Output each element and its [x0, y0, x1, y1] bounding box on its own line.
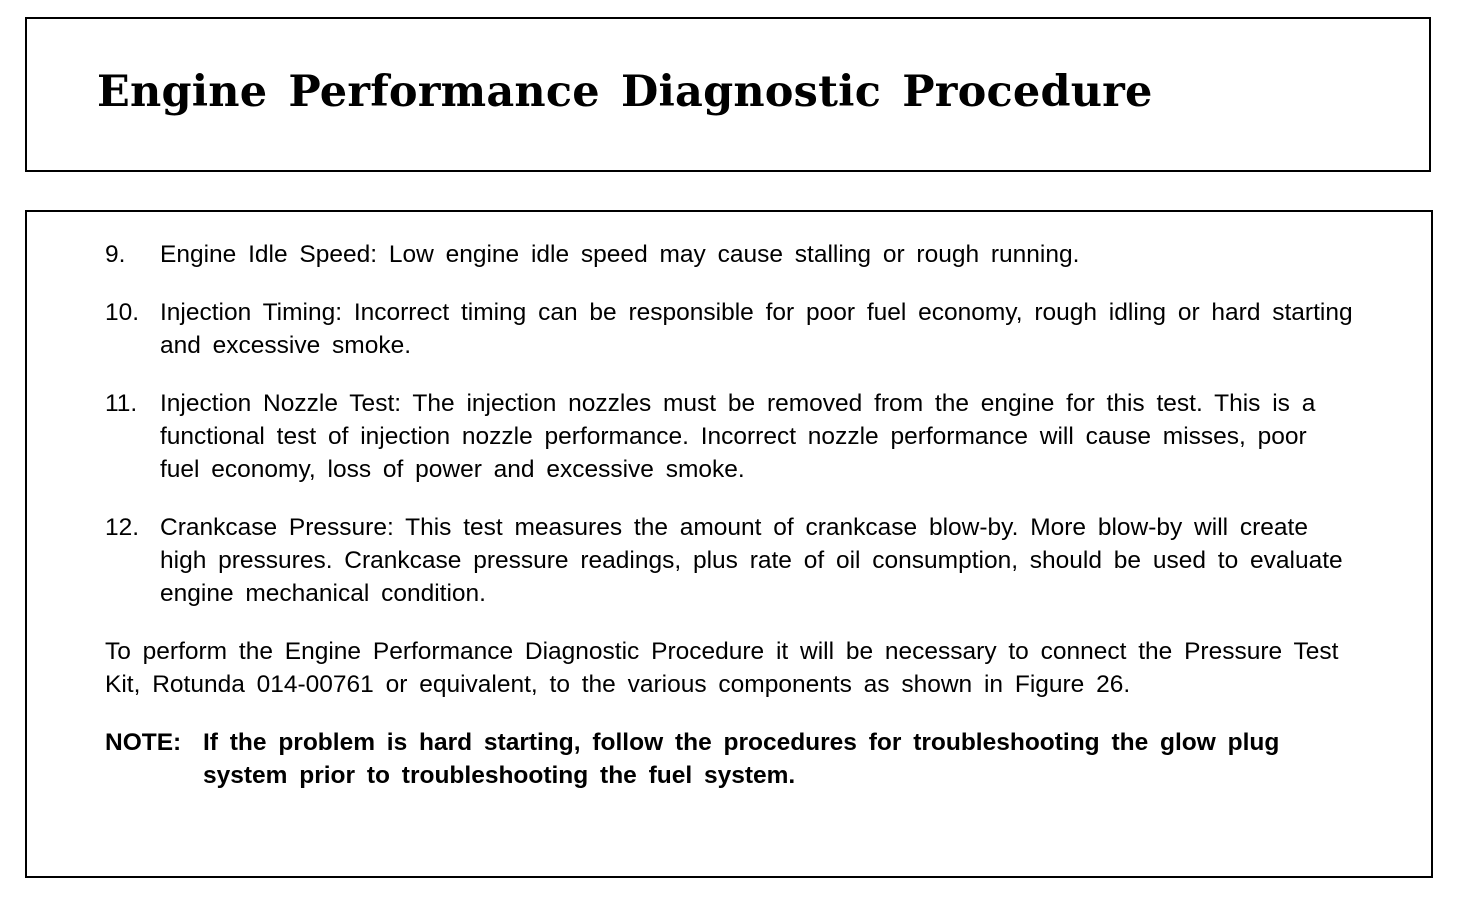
item-text: Engine Idle Speed: Low engine idle speed may cause stalling or rough running.	[160, 241, 1080, 268]
content-box	[25, 210, 1433, 878]
list-item-9	[105, 238, 1355, 271]
item-number: 9.	[105, 241, 126, 268]
title-box	[25, 17, 1431, 172]
note-label: NOTE:	[105, 729, 182, 756]
list-item-10	[105, 296, 1355, 362]
item-text: Injection Timing: Incorrect timing can be responsible for poor fuel economy, rough idling or hard starting and excessive smoke.	[160, 299, 1353, 359]
item-number: 12.	[105, 514, 140, 541]
note-text: If the problem is hard starting, follow the procedures for troubleshooting the glow plug system prior to troubleshooting the fuel system.	[203, 729, 1280, 789]
list-item-12	[105, 511, 1355, 610]
list-item-11	[105, 387, 1355, 486]
page-title: Engine Performance Diagnostic Procedure	[97, 67, 1153, 117]
item-text: Injection Nozzle Test: The injection nozzles must be removed from the engine for this test. This is a functional test of injection nozzle performance. Incorrect nozzle performance will cause misses, poor fuel economy, loss of power and excessive smoke.	[160, 390, 1316, 483]
item-number: 10.	[105, 299, 140, 326]
content-body	[105, 238, 1355, 792]
procedure-paragraph: To perform the Engine Performance Diagnostic Procedure it will be necessary to connect the Pressure Test Kit, Rotunda 014-00761 or equivalent, to the various components as shown in Figure 26.	[105, 638, 1339, 698]
item-number: 11.	[105, 390, 138, 417]
item-text: Crankcase Pressure: This test measures the amount of crankcase blow-by. More blow-by will create high pressures. Crankcase pressure readings, plus rate of oil consumption, should be used to evaluate engine mechanical condition.	[160, 514, 1343, 607]
note-block	[105, 726, 1355, 792]
